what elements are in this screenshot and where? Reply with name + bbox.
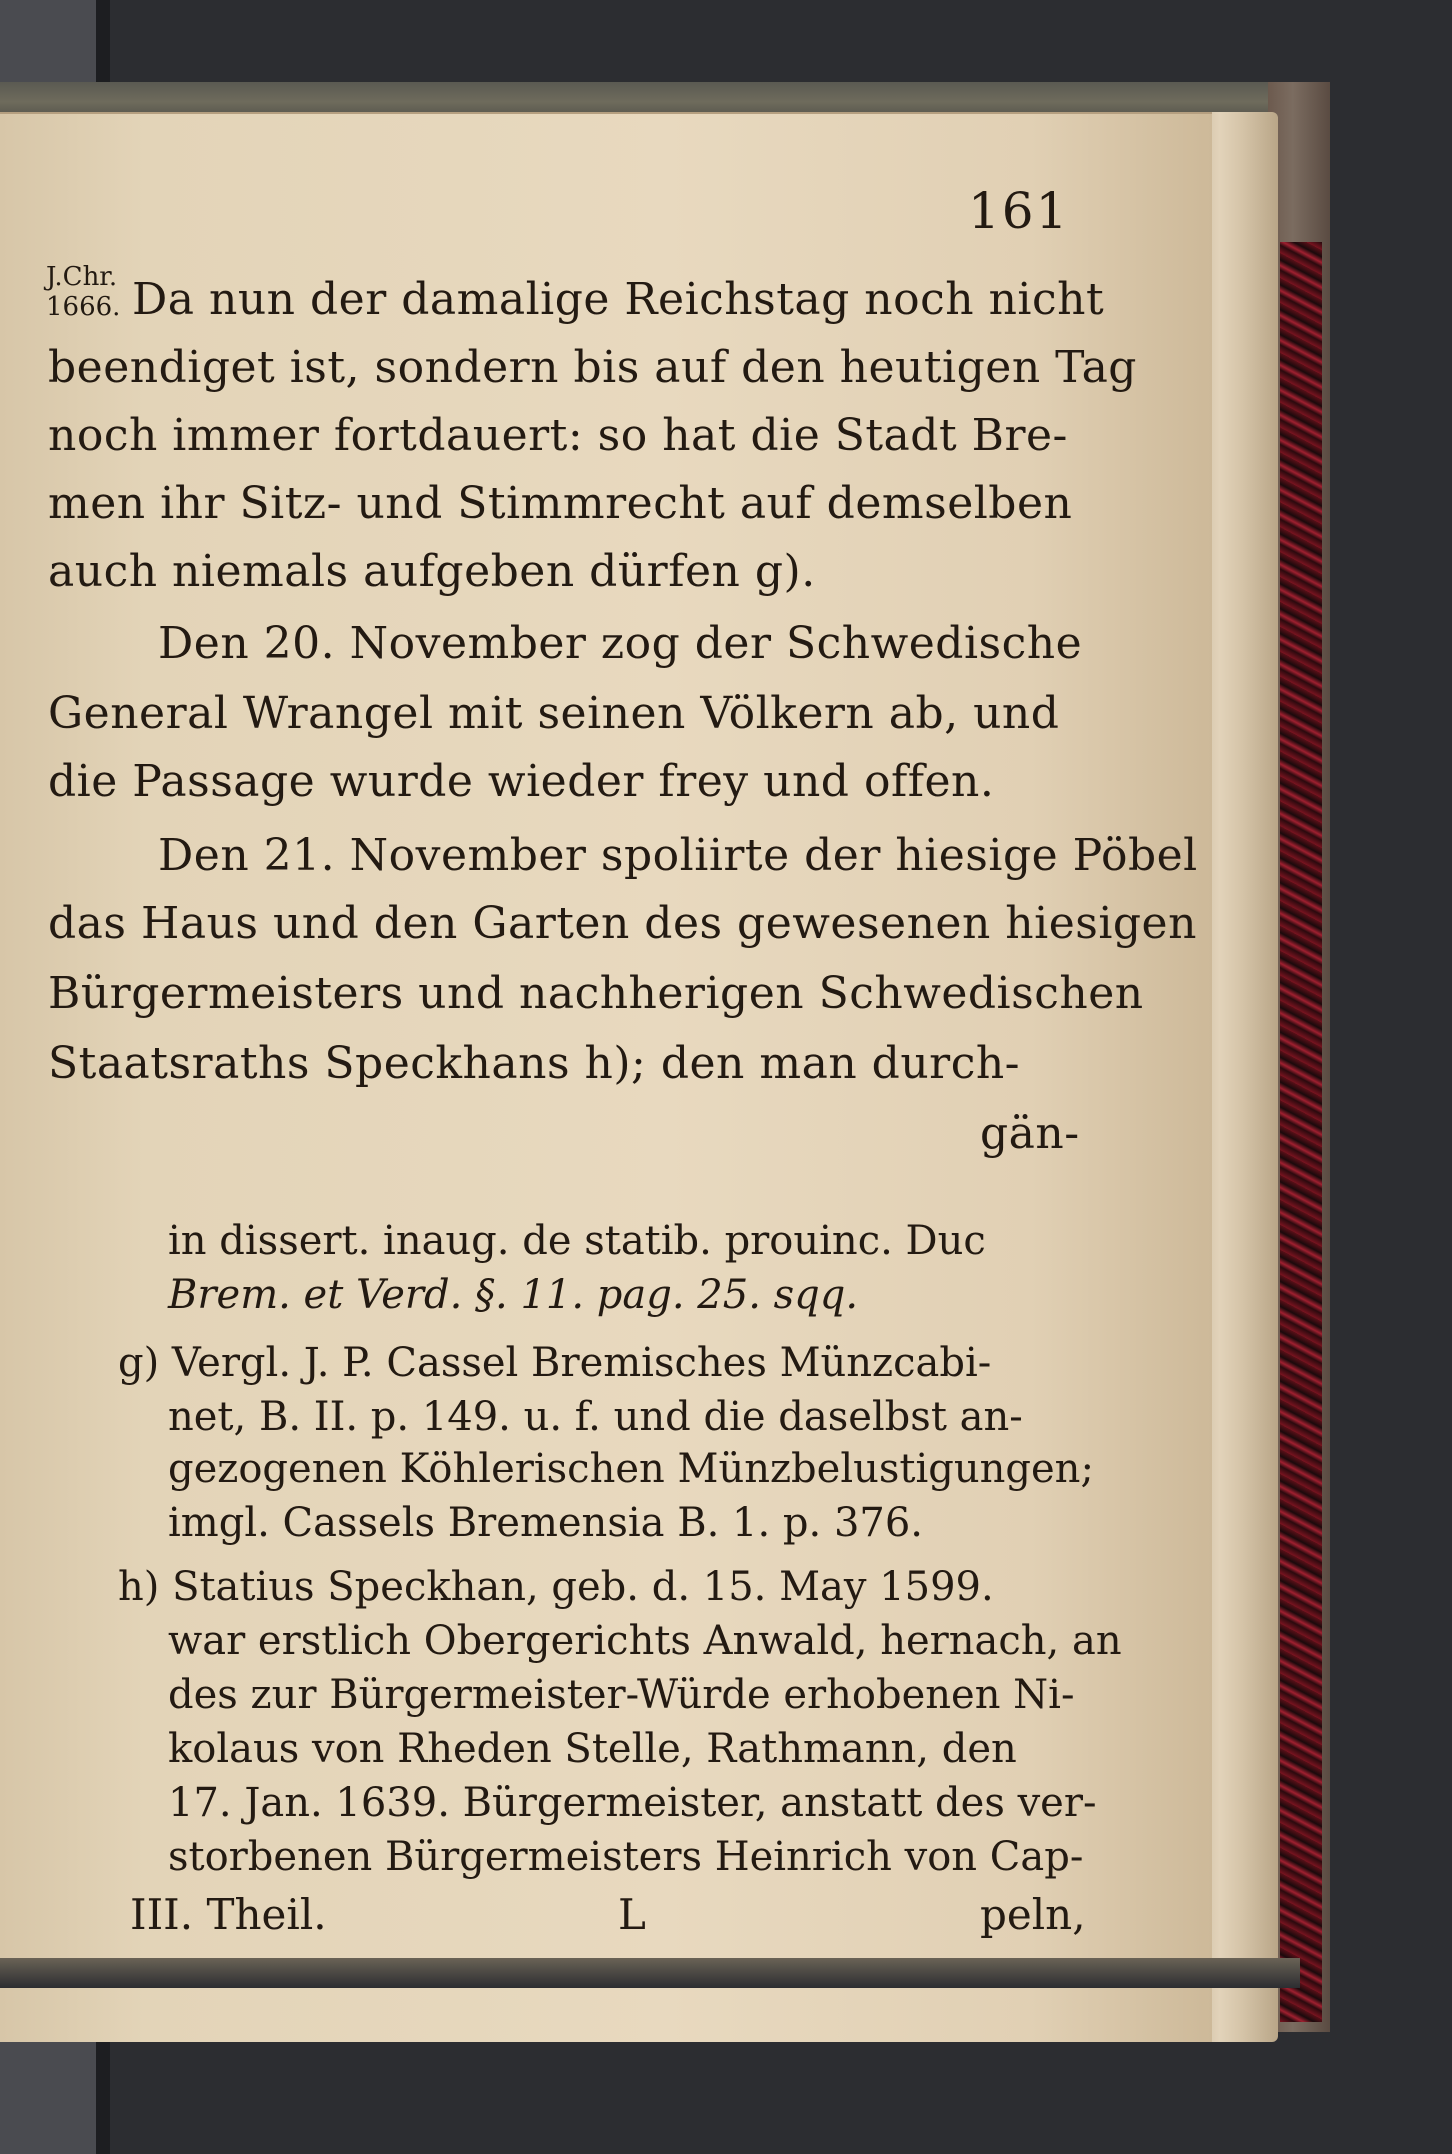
body-line: Bürgermeisters und nachherigen Schwedischen — [48, 968, 1144, 1019]
body-line: Staatsraths Speckhans h); den man durch- — [48, 1038, 1021, 1089]
footnote-line: Brem. et Verd. §. 11. pag. 25. sqq. — [168, 1272, 859, 1318]
body-line: Den 21. November spoliirte der hiesige Pöbel — [158, 830, 1198, 881]
body-line: Den 20. November zog der Schwedische — [158, 618, 1083, 669]
footnote-line: in dissert. inaug. de statib. prouinc. Duc — [168, 1218, 986, 1264]
body-line: noch immer fortdauert: so hat die Stadt Bre- — [48, 410, 1068, 461]
footnote-h-line: storbenen Bürgermeisters Heinrich von Cap- — [168, 1834, 1084, 1880]
footnote-h-line: des zur Bürgermeister-Würde erhobenen Ni- — [168, 1672, 1075, 1718]
catchword: gän- — [980, 1108, 1080, 1159]
body-line: Da nun der damalige Reichstag noch nicht — [132, 274, 1105, 325]
body-line: men ihr Sitz- und Stimmrecht auf demselben — [48, 478, 1073, 529]
margin-note-year — [46, 262, 120, 322]
book-bottom-shadow — [0, 1958, 1300, 1988]
page-number: 161 — [968, 182, 1070, 240]
margin-note-line: J.Chr. — [46, 262, 118, 292]
body-line: General Wrangel mit seinen Völkern ab, und — [48, 688, 1060, 739]
gathering-mark: L — [618, 1890, 646, 1939]
footnote-g-line: gezogenen Köhlerischen Münzbelustigungen; — [168, 1446, 1094, 1492]
footnote-g-line: imgl. Cassels Bremensia B. 1. p. 376. — [168, 1500, 923, 1546]
book — [0, 82, 1340, 2072]
body-line: das Haus und den Garten des gewesenen hiesigen — [48, 898, 1197, 949]
page-text — [0, 112, 1212, 2042]
body-line: beendiget ist, sondern bis auf den heutigen Tag — [48, 342, 1137, 393]
body-line: die Passage wurde wieder frey und offen. — [48, 756, 995, 807]
footnote-catchword: peln, — [980, 1890, 1086, 1939]
footnote-h-line: 17. Jan. 1639. Bürgermeister, anstatt des ver- — [168, 1780, 1097, 1826]
footnote-h-line: kolaus von Rheden Stelle, Rathmann, den — [168, 1726, 1017, 1772]
volume-signature: III. Theil. — [130, 1890, 327, 1939]
footnote-g-line: net, B. II. p. 149. u. f. und die daselbst an- — [168, 1394, 1023, 1440]
footnote-h-line: h) Statius Speckhan, geb. d. 15. May 1599. — [118, 1564, 994, 1610]
footnote-g-line: g) Vergl. J. P. Cassel Bremisches Münzcabi- — [118, 1340, 992, 1386]
footnote-h-line: war erstlich Obergerichts Anwald, hernach, an — [168, 1618, 1122, 1664]
body-line: auch niemals aufgeben dürfen g). — [48, 546, 816, 597]
marbled-endpaper — [1280, 242, 1322, 2022]
book-page — [0, 112, 1212, 2042]
margin-note-line: 1666. — [46, 292, 121, 322]
